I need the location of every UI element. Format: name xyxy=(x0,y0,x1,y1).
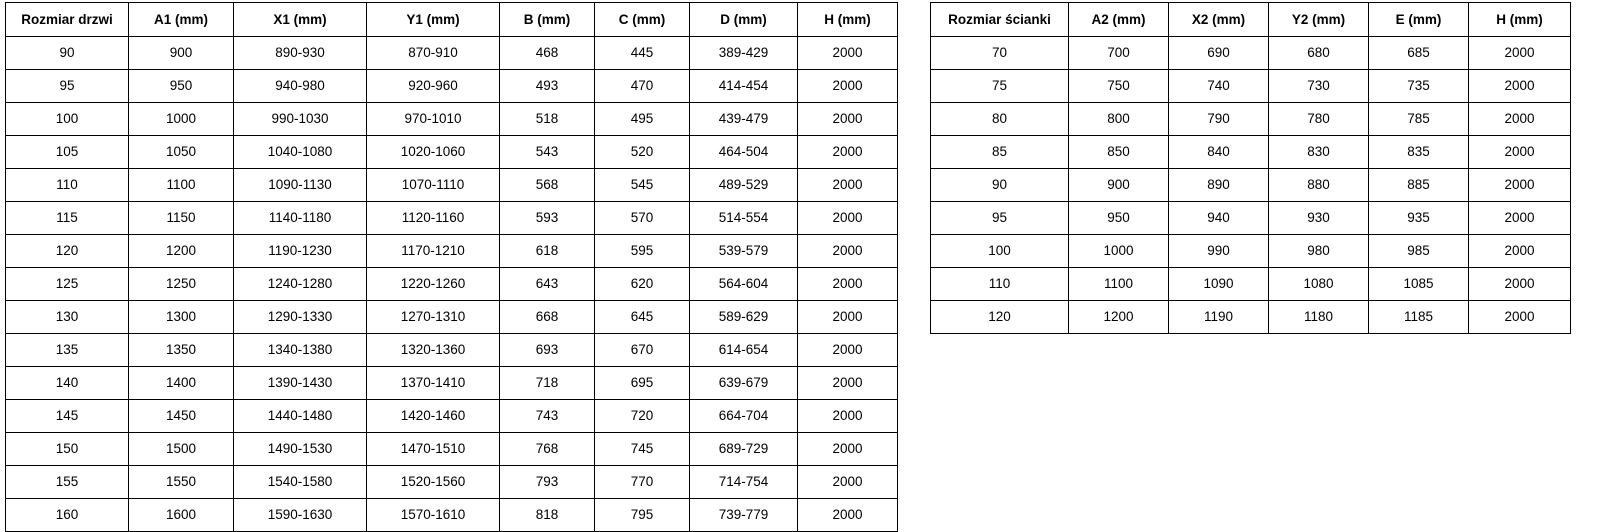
column-header-e: E (mm) xyxy=(1369,3,1469,37)
cell: 780 xyxy=(1269,103,1369,136)
cell: 1450 xyxy=(129,400,234,433)
cell: 105 xyxy=(6,136,129,169)
cell: 840 xyxy=(1169,136,1269,169)
cell: 2000 xyxy=(1469,37,1571,70)
column-header-y1: Y1 (mm) xyxy=(367,3,500,37)
cell: 70 xyxy=(931,37,1069,70)
cell: 2000 xyxy=(1469,301,1571,334)
table-row xyxy=(6,202,898,235)
cell: 1090 xyxy=(1169,268,1269,301)
cell: 643 xyxy=(500,268,595,301)
table-row xyxy=(6,466,898,499)
cell: 950 xyxy=(129,70,234,103)
table-row xyxy=(931,202,1571,235)
wall-panel-sizes-table-body xyxy=(931,37,1571,334)
cell: 700 xyxy=(1069,37,1169,70)
cell: 743 xyxy=(500,400,595,433)
cell: 720 xyxy=(595,400,690,433)
cell: 110 xyxy=(931,268,1069,301)
cell: 120 xyxy=(931,301,1069,334)
cell: 693 xyxy=(500,334,595,367)
cell: 2000 xyxy=(798,400,898,433)
cell: 389-429 xyxy=(690,37,798,70)
table-row xyxy=(931,301,1571,334)
cell: 1180 xyxy=(1269,301,1369,334)
cell: 1350 xyxy=(129,334,234,367)
cell: 1190-1230 xyxy=(234,235,367,268)
cell: 668 xyxy=(500,301,595,334)
cell: 785 xyxy=(1369,103,1469,136)
cell: 1050 xyxy=(129,136,234,169)
cell: 1340-1380 xyxy=(234,334,367,367)
cell: 1070-1110 xyxy=(367,169,500,202)
cell: 690 xyxy=(1169,37,1269,70)
cell: 2000 xyxy=(1469,70,1571,103)
column-header-rozmiar-scianki: Rozmiar ścianki xyxy=(931,3,1069,37)
cell: 470 xyxy=(595,70,690,103)
cell: 1390-1430 xyxy=(234,367,367,400)
cell: 539-579 xyxy=(690,235,798,268)
cell: 1000 xyxy=(1069,235,1169,268)
column-header-x2: X2 (mm) xyxy=(1169,3,1269,37)
cell: 2000 xyxy=(798,37,898,70)
cell: 489-529 xyxy=(690,169,798,202)
table-row xyxy=(6,367,898,400)
cell: 618 xyxy=(500,235,595,268)
cell: 1100 xyxy=(129,169,234,202)
column-header-rozmiar-drzwi: Rozmiar drzwi xyxy=(6,3,129,37)
cell: 1500 xyxy=(129,433,234,466)
cell: 689-729 xyxy=(690,433,798,466)
cell: 1570-1610 xyxy=(367,499,500,532)
cell: 2000 xyxy=(798,136,898,169)
cell: 790 xyxy=(1169,103,1269,136)
door-sizes-table-body xyxy=(6,37,898,532)
cell: 589-629 xyxy=(690,301,798,334)
cell: 2000 xyxy=(1469,103,1571,136)
cell: 730 xyxy=(1269,70,1369,103)
table-row xyxy=(6,499,898,532)
cell: 1040-1080 xyxy=(234,136,367,169)
table-row xyxy=(6,103,898,136)
cell: 1540-1580 xyxy=(234,466,367,499)
cell: 85 xyxy=(931,136,1069,169)
column-header-d: D (mm) xyxy=(690,3,798,37)
cell: 735 xyxy=(1369,70,1469,103)
cell: 155 xyxy=(6,466,129,499)
cell: 115 xyxy=(6,202,129,235)
table-row xyxy=(6,268,898,301)
cell: 990 xyxy=(1169,235,1269,268)
table-row xyxy=(6,235,898,268)
cell: 695 xyxy=(595,367,690,400)
cell: 620 xyxy=(595,268,690,301)
cell: 1150 xyxy=(129,202,234,235)
cell: 1590-1630 xyxy=(234,499,367,532)
cell: 1120-1160 xyxy=(367,202,500,235)
cell: 940-980 xyxy=(234,70,367,103)
cell: 2000 xyxy=(1469,268,1571,301)
table-row xyxy=(931,70,1571,103)
cell: 125 xyxy=(6,268,129,301)
cell: 950 xyxy=(1069,202,1169,235)
cell: 593 xyxy=(500,202,595,235)
cell: 414-454 xyxy=(690,70,798,103)
cell: 1550 xyxy=(129,466,234,499)
cell: 2000 xyxy=(798,499,898,532)
table-row xyxy=(6,400,898,433)
cell: 1600 xyxy=(129,499,234,532)
cell: 750 xyxy=(1069,70,1169,103)
cell: 830 xyxy=(1269,136,1369,169)
cell: 90 xyxy=(6,37,129,70)
cell: 745 xyxy=(595,433,690,466)
cell: 100 xyxy=(931,235,1069,268)
cell: 935 xyxy=(1369,202,1469,235)
cell: 2000 xyxy=(1469,169,1571,202)
cell: 740 xyxy=(1169,70,1269,103)
cell: 970-1010 xyxy=(367,103,500,136)
table-row xyxy=(931,136,1571,169)
cell: 150 xyxy=(6,433,129,466)
cell: 160 xyxy=(6,499,129,532)
cell: 2000 xyxy=(798,169,898,202)
cell: 900 xyxy=(1069,169,1169,202)
table-row xyxy=(6,70,898,103)
table-row xyxy=(931,235,1571,268)
cell: 2000 xyxy=(798,268,898,301)
cell: 2000 xyxy=(798,70,898,103)
cell: 680 xyxy=(1269,37,1369,70)
table-row xyxy=(931,103,1571,136)
cell: 2000 xyxy=(798,235,898,268)
cell: 95 xyxy=(6,70,129,103)
table-header-row xyxy=(6,3,898,37)
wall-panel-sizes-table xyxy=(930,2,1571,334)
cell: 639-679 xyxy=(690,367,798,400)
cell: 1170-1210 xyxy=(367,235,500,268)
cell: 543 xyxy=(500,136,595,169)
cell: 2000 xyxy=(798,433,898,466)
cell: 570 xyxy=(595,202,690,235)
column-header-y2: Y2 (mm) xyxy=(1269,3,1369,37)
cell: 2000 xyxy=(798,103,898,136)
cell: 135 xyxy=(6,334,129,367)
cell: 1470-1510 xyxy=(367,433,500,466)
cell: 1100 xyxy=(1069,268,1169,301)
column-header-h: H (mm) xyxy=(1469,3,1571,37)
cell: 1370-1410 xyxy=(367,367,500,400)
cell: 1190 xyxy=(1169,301,1269,334)
column-header-h: H (mm) xyxy=(798,3,898,37)
cell: 1140-1180 xyxy=(234,202,367,235)
cell: 2000 xyxy=(1469,202,1571,235)
cell: 614-654 xyxy=(690,334,798,367)
cell: 1290-1330 xyxy=(234,301,367,334)
cell: 739-779 xyxy=(690,499,798,532)
cell: 564-604 xyxy=(690,268,798,301)
cell: 664-704 xyxy=(690,400,798,433)
cell: 1490-1530 xyxy=(234,433,367,466)
cell: 670 xyxy=(595,334,690,367)
cell: 645 xyxy=(595,301,690,334)
cell: 835 xyxy=(1369,136,1469,169)
table-row xyxy=(6,136,898,169)
cell: 1085 xyxy=(1369,268,1469,301)
cell: 545 xyxy=(595,169,690,202)
cell: 1200 xyxy=(129,235,234,268)
column-header-b: B (mm) xyxy=(500,3,595,37)
cell: 1185 xyxy=(1369,301,1469,334)
table-row xyxy=(931,268,1571,301)
cell: 110 xyxy=(6,169,129,202)
table-header-row xyxy=(931,3,1571,37)
cell: 980 xyxy=(1269,235,1369,268)
cell: 445 xyxy=(595,37,690,70)
cell: 2000 xyxy=(1469,136,1571,169)
cell: 1520-1560 xyxy=(367,466,500,499)
table-row xyxy=(931,169,1571,202)
cell: 514-554 xyxy=(690,202,798,235)
cell: 770 xyxy=(595,466,690,499)
cell: 595 xyxy=(595,235,690,268)
cell: 940 xyxy=(1169,202,1269,235)
cell: 890 xyxy=(1169,169,1269,202)
cell: 2000 xyxy=(798,301,898,334)
cell: 1320-1360 xyxy=(367,334,500,367)
cell: 520 xyxy=(595,136,690,169)
cell: 800 xyxy=(1069,103,1169,136)
cell: 1270-1310 xyxy=(367,301,500,334)
cell: 818 xyxy=(500,499,595,532)
cell: 793 xyxy=(500,466,595,499)
cell: 850 xyxy=(1069,136,1169,169)
table-row xyxy=(6,334,898,367)
cell: 1080 xyxy=(1269,268,1369,301)
cell: 130 xyxy=(6,301,129,334)
cell: 80 xyxy=(931,103,1069,136)
cell: 518 xyxy=(500,103,595,136)
cell: 2000 xyxy=(798,202,898,235)
cell: 900 xyxy=(129,37,234,70)
cell: 493 xyxy=(500,70,595,103)
cell: 1400 xyxy=(129,367,234,400)
cell: 1000 xyxy=(129,103,234,136)
cell: 2000 xyxy=(1469,235,1571,268)
wall-panel-sizes-table-head xyxy=(931,3,1571,37)
column-header-x1: X1 (mm) xyxy=(234,3,367,37)
cell: 2000 xyxy=(798,466,898,499)
cell: 1200 xyxy=(1069,301,1169,334)
cell: 120 xyxy=(6,235,129,268)
cell: 880 xyxy=(1269,169,1369,202)
column-header-a2: A2 (mm) xyxy=(1069,3,1169,37)
table-row xyxy=(6,169,898,202)
cell: 1440-1480 xyxy=(234,400,367,433)
cell: 100 xyxy=(6,103,129,136)
cell: 1240-1280 xyxy=(234,268,367,301)
cell: 495 xyxy=(595,103,690,136)
cell: 90 xyxy=(931,169,1069,202)
cell: 468 xyxy=(500,37,595,70)
cell: 95 xyxy=(931,202,1069,235)
cell: 990-1030 xyxy=(234,103,367,136)
cell: 920-960 xyxy=(367,70,500,103)
cell: 795 xyxy=(595,499,690,532)
cell: 1090-1130 xyxy=(234,169,367,202)
cell: 1420-1460 xyxy=(367,400,500,433)
cell: 2000 xyxy=(798,367,898,400)
cell: 145 xyxy=(6,400,129,433)
cell: 718 xyxy=(500,367,595,400)
cell: 568 xyxy=(500,169,595,202)
door-sizes-table-head xyxy=(6,3,898,37)
table-row xyxy=(6,433,898,466)
table-row xyxy=(931,37,1571,70)
door-sizes-table xyxy=(5,2,898,532)
cell: 75 xyxy=(931,70,1069,103)
cell: 870-910 xyxy=(367,37,500,70)
column-header-c: C (mm) xyxy=(595,3,690,37)
cell: 1020-1060 xyxy=(367,136,500,169)
cell: 714-754 xyxy=(690,466,798,499)
table-row xyxy=(6,37,898,70)
cell: 1300 xyxy=(129,301,234,334)
cell: 464-504 xyxy=(690,136,798,169)
cell: 890-930 xyxy=(234,37,367,70)
cell: 768 xyxy=(500,433,595,466)
cell: 885 xyxy=(1369,169,1469,202)
cell: 439-479 xyxy=(690,103,798,136)
cell: 985 xyxy=(1369,235,1469,268)
cell: 1250 xyxy=(129,268,234,301)
cell: 140 xyxy=(6,367,129,400)
cell: 1220-1260 xyxy=(367,268,500,301)
cell: 930 xyxy=(1269,202,1369,235)
column-header-a1: A1 (mm) xyxy=(129,3,234,37)
cell: 2000 xyxy=(798,334,898,367)
table-row xyxy=(6,301,898,334)
cell: 685 xyxy=(1369,37,1469,70)
